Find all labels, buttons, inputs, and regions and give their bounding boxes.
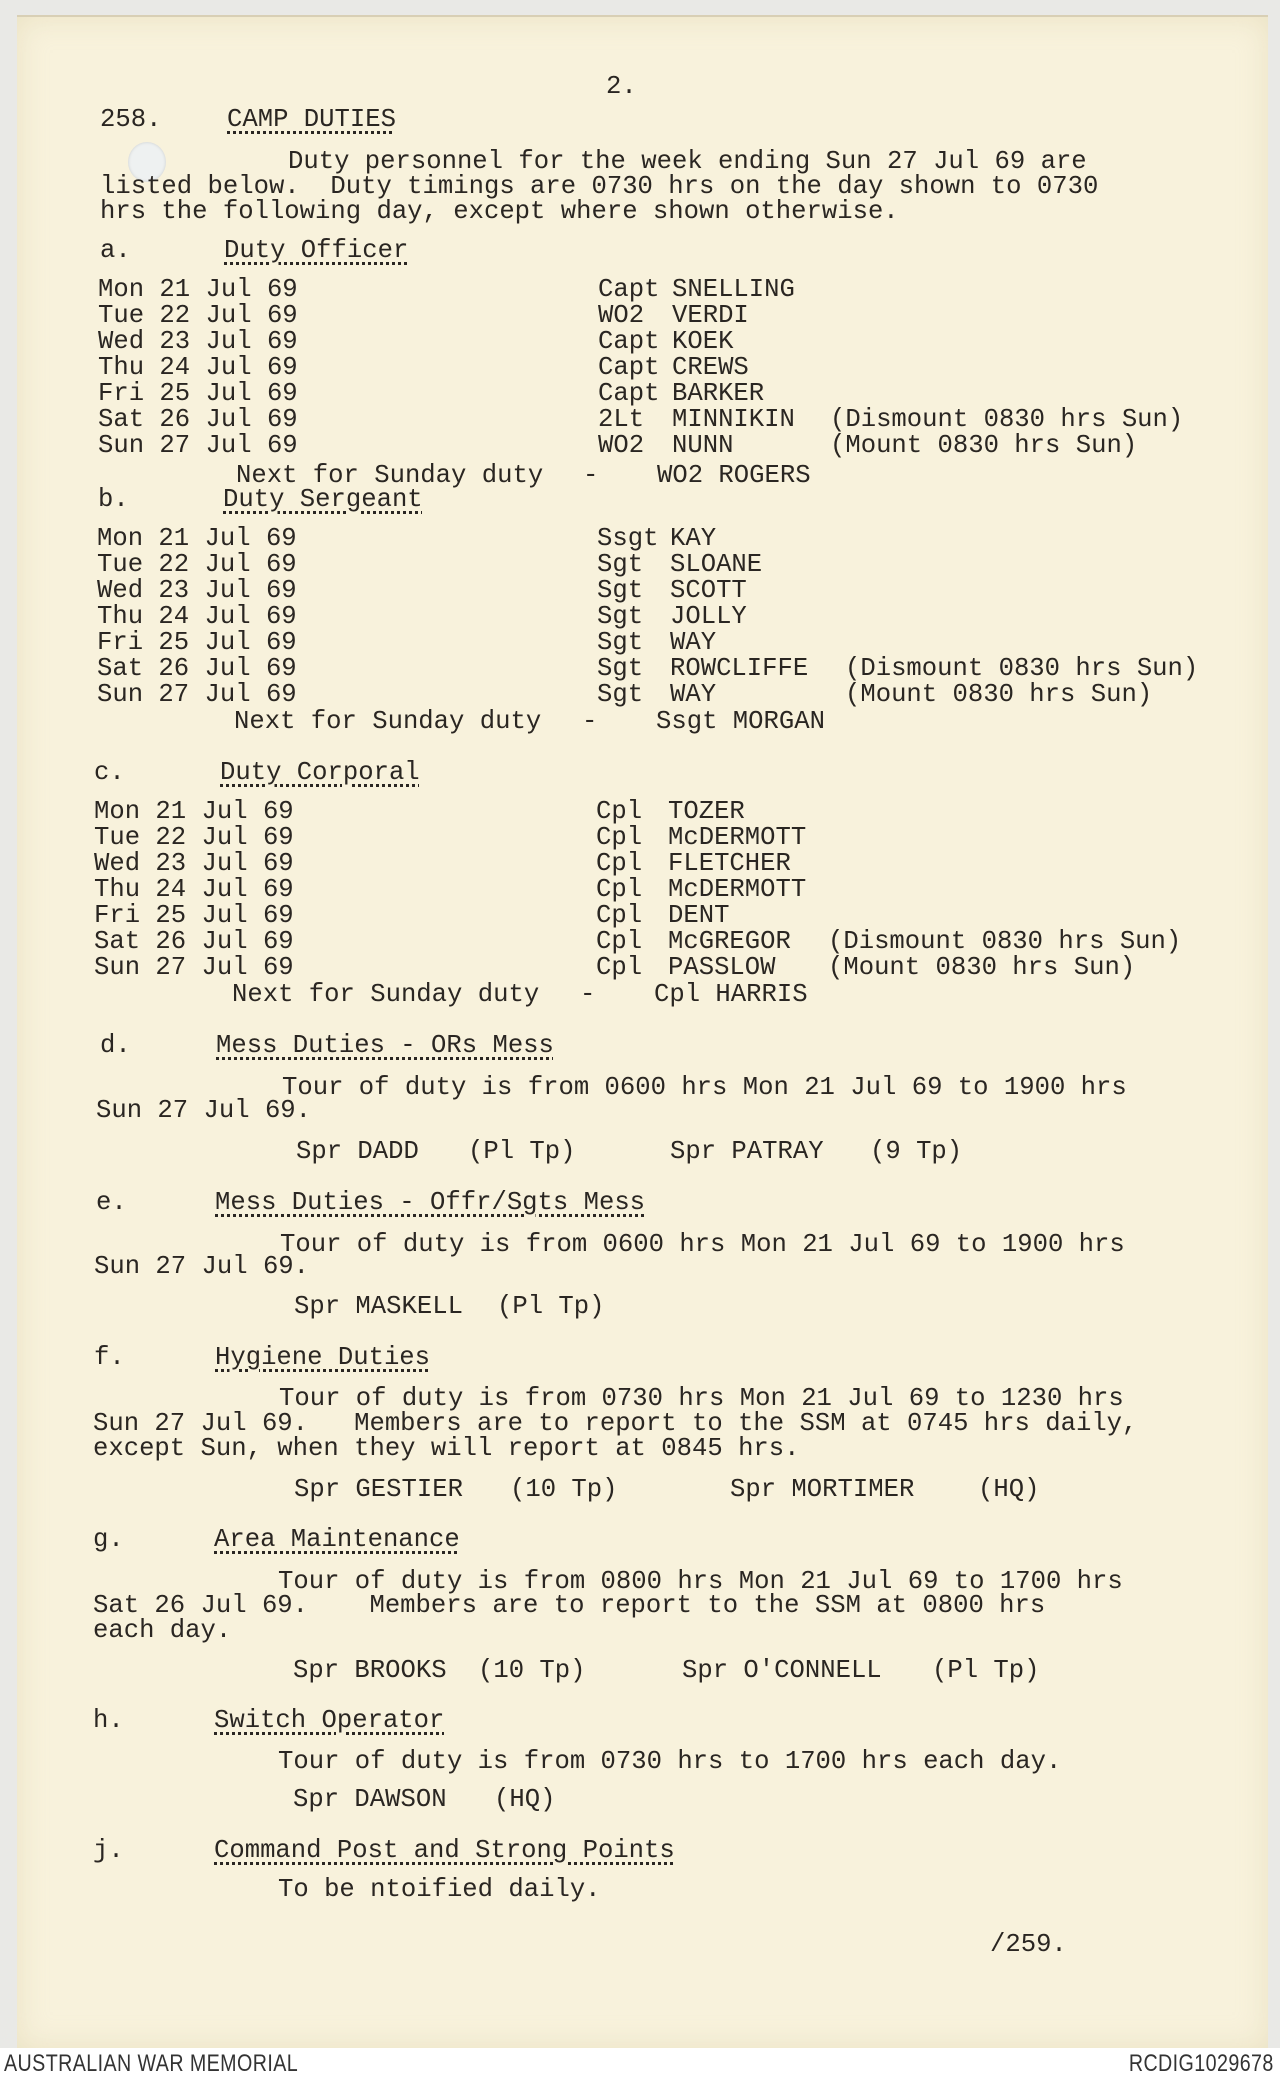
next-sunday-label: Next for Sunday duty <box>234 707 542 736</box>
roster-date: Tue 22 Jul 69 <box>98 301 298 330</box>
roster-date: Tue 22 Jul 69 <box>94 823 294 852</box>
personnel-unit: (10 Tp) <box>510 1475 618 1504</box>
roster-rank: Cpl <box>596 953 643 982</box>
section-letter: b. <box>98 485 129 514</box>
personnel-unit: (10 Tp) <box>478 1656 586 1685</box>
roster-remark: (Dismount 0830 hrs Sun) <box>830 405 1184 434</box>
tour-line: Tour of duty is from 0730 hrs to 1700 hrs each day. <box>278 1747 1062 1776</box>
roster-remark: (Mount 0830 hrs Sun) <box>845 680 1153 709</box>
personnel-unit: (Pl Tp) <box>497 1292 605 1321</box>
roster-name: McDERMOTT <box>668 823 807 852</box>
personnel-name: Spr PATRAY <box>670 1137 824 1166</box>
roster-remark: (Mount 0830 hrs Sun) <box>830 431 1138 460</box>
roster-rank: Capt <box>598 327 660 356</box>
section-heading: Area Maintenance <box>214 1525 460 1554</box>
roster-rank: WO2 <box>598 431 645 460</box>
section-letter: j. <box>93 1836 124 1865</box>
next-sunday-dash: - <box>580 980 596 1009</box>
roster-date: Mon 21 Jul 69 <box>94 797 294 826</box>
roster-date: Mon 21 Jul 69 <box>98 275 298 304</box>
roster-date: Mon 21 Jul 69 <box>97 524 297 553</box>
roster-rank: WO2 <box>598 301 645 330</box>
roster-date: Tue 22 Jul 69 <box>97 550 297 579</box>
roster-name: McDERMOTT <box>668 875 807 904</box>
roster-name: ROWCLIFFE <box>670 654 809 683</box>
roster-name: SNELLING <box>672 275 795 304</box>
footer-reference: RCDIG1029678 <box>1129 2050 1274 2077</box>
roster-date: Thu 24 Jul 69 <box>97 602 297 631</box>
roster-name: KOEK <box>672 327 734 356</box>
section-heading: Mess Duties - Offr/Sgts Mess <box>215 1188 646 1217</box>
personnel-unit: (Pl Tp) <box>468 1137 576 1166</box>
roster-name: SCOTT <box>670 576 747 605</box>
roster-remark: (Dismount 0830 hrs Sun) <box>845 654 1199 683</box>
personnel-unit: (HQ) <box>978 1475 1040 1504</box>
section-letter: f. <box>94 1343 125 1372</box>
section-number: 258. <box>100 105 162 134</box>
roster-rank: Sgt <box>597 576 644 605</box>
roster-date: Sat 26 Jul 69 <box>98 405 298 434</box>
intro-line-1: Duty personnel for the week ending Sun 27 Jul 69 are <box>288 147 1087 176</box>
section-heading: Hygiene Duties <box>215 1343 431 1372</box>
personnel-name: Spr MORTIMER <box>730 1475 915 1504</box>
footer-institution: AUSTRALIAN WAR MEMORIAL <box>4 2050 299 2077</box>
roster-date: Fri 25 Jul 69 <box>98 379 298 408</box>
next-sunday-dash: - <box>582 707 598 736</box>
tour-line: Sat 26 Jul 69. Members are to report to the SSM at 0800 hrs <box>93 1591 1046 1620</box>
roster-name: VERDI <box>672 301 749 330</box>
roster-name: BARKER <box>672 379 765 408</box>
tour-line: Tour of duty is from 0730 hrs Mon 21 Jul 69 to 1230 hrs <box>279 1384 1124 1413</box>
personnel-unit: (HQ) <box>494 1785 556 1814</box>
roster-date: Sat 26 Jul 69 <box>94 927 294 956</box>
section-heading: Duty Sergeant <box>223 485 423 514</box>
roster-rank: Capt <box>598 353 660 382</box>
next-sunday-dash: - <box>583 461 599 490</box>
roster-name: WAY <box>670 628 717 657</box>
roster-remark: (Mount 0830 hrs Sun) <box>828 953 1136 982</box>
section-heading: Switch Operator <box>214 1706 445 1735</box>
roster-rank: Cpl <box>596 849 643 878</box>
roster-date: Sun 27 Jul 69 <box>97 680 297 709</box>
roster-date: Wed 23 Jul 69 <box>94 849 294 878</box>
section-letter: c. <box>94 758 125 787</box>
roster-rank: Cpl <box>596 797 643 826</box>
personnel-name: Spr DADD <box>296 1137 419 1166</box>
tour-line: Sun 27 Jul 69. Members are to report to the SSM at 0745 hrs daily, <box>93 1409 1138 1438</box>
roster-date: Sun 27 Jul 69 <box>94 953 294 982</box>
roster-rank: 2Lt <box>598 405 645 434</box>
next-sunday-name: WO2 ROGERS <box>657 461 811 490</box>
section-letter: e. <box>96 1188 127 1217</box>
roster-rank: Sgt <box>597 602 644 631</box>
section-heading: Command Post and Strong Points <box>214 1836 675 1865</box>
roster-name: WAY <box>670 680 717 709</box>
page-number: 2. <box>606 72 637 101</box>
roster-name: DENT <box>668 901 730 930</box>
roster-date: Thu 24 Jul 69 <box>94 875 294 904</box>
next-sunday-name: Cpl HARRIS <box>654 980 808 1009</box>
section-letter: g. <box>93 1525 124 1554</box>
section-heading: Duty Officer <box>224 236 409 265</box>
tour-line: except Sun, when they will report at 0845 hrs. <box>93 1434 800 1463</box>
personnel-name: Spr MASKELL <box>294 1292 463 1321</box>
roster-name: CREWS <box>672 353 749 382</box>
roster-date: Fri 25 Jul 69 <box>97 628 297 657</box>
tour-line: Tour of duty is from 0600 hrs Mon 21 Jul 69 to 1900 hrs <box>280 1230 1125 1259</box>
roster-rank: Capt <box>598 275 660 304</box>
roster-name: McGREGOR <box>668 927 791 956</box>
roster-name: NUNN <box>672 431 734 460</box>
tour-line: Sun 27 Jul 69. <box>96 1096 312 1125</box>
next-sunday-label: Next for Sunday duty <box>236 461 544 490</box>
roster-name: TOZER <box>668 797 745 826</box>
roster-date: Sat 26 Jul 69 <box>97 654 297 683</box>
roster-name: MINNIKIN <box>672 405 795 434</box>
tour-line: Tour of duty is from 0600 hrs Mon 21 Jul 69 to 1900 hrs <box>282 1073 1127 1102</box>
roster-rank: Ssgt <box>597 524 659 553</box>
roster-name: KAY <box>670 524 717 553</box>
section-heading: Duty Corporal <box>220 758 420 787</box>
roster-rank: Cpl <box>596 901 643 930</box>
personnel-name: Spr BROOKS <box>293 1656 447 1685</box>
roster-date: Wed 23 Jul 69 <box>97 576 297 605</box>
continuation-marker: /259. <box>990 1930 1067 1959</box>
tour-line: each day. <box>93 1616 232 1645</box>
roster-rank: Sgt <box>597 654 644 683</box>
tour-line: To be ntoified daily. <box>278 1875 601 1904</box>
roster-rank: Cpl <box>596 875 643 904</box>
personnel-name: Spr DAWSON <box>293 1785 447 1814</box>
tour-line: Sun 27 Jul 69. <box>94 1252 310 1281</box>
personnel-name: Spr GESTIER <box>294 1475 463 1504</box>
roster-rank: Cpl <box>596 927 643 956</box>
next-sunday-name: Ssgt MORGAN <box>656 707 825 736</box>
roster-rank: Sgt <box>597 680 644 709</box>
roster-name: PASSLOW <box>668 953 776 982</box>
roster-date: Thu 24 Jul 69 <box>98 353 298 382</box>
roster-rank: Cpl <box>596 823 643 852</box>
roster-date: Wed 23 Jul 69 <box>98 327 298 356</box>
roster-name: FLETCHER <box>668 849 791 878</box>
personnel-unit: (9 Tp) <box>870 1137 963 1166</box>
roster-name: JOLLY <box>670 602 747 631</box>
roster-date: Fri 25 Jul 69 <box>94 901 294 930</box>
roster-rank: Sgt <box>597 628 644 657</box>
roster-rank: Capt <box>598 379 660 408</box>
roster-remark: (Dismount 0830 hrs Sun) <box>828 927 1182 956</box>
tour-line: Tour of duty is from 0800 hrs Mon 21 Jul 69 to 1700 hrs <box>278 1567 1123 1596</box>
intro-line-2: listed below. Duty timings are 0730 hrs on the day shown to 0730 <box>100 172 1099 201</box>
personnel-name: Spr O'CONNELL <box>682 1656 882 1685</box>
roster-rank: Sgt <box>597 550 644 579</box>
section-letter: d. <box>100 1031 131 1060</box>
section-title: CAMP DUTIES <box>227 105 396 134</box>
section-letter: h. <box>93 1706 124 1735</box>
section-heading: Mess Duties - ORs Mess <box>216 1031 554 1060</box>
section-letter: a. <box>100 236 131 265</box>
personnel-unit: (Pl Tp) <box>932 1656 1040 1685</box>
next-sunday-label: Next for Sunday duty <box>232 980 540 1009</box>
roster-name: SLOANE <box>670 550 763 579</box>
intro-line-3: hrs the following day, except where shown otherwise. <box>100 197 899 226</box>
roster-date: Sun 27 Jul 69 <box>98 431 298 460</box>
